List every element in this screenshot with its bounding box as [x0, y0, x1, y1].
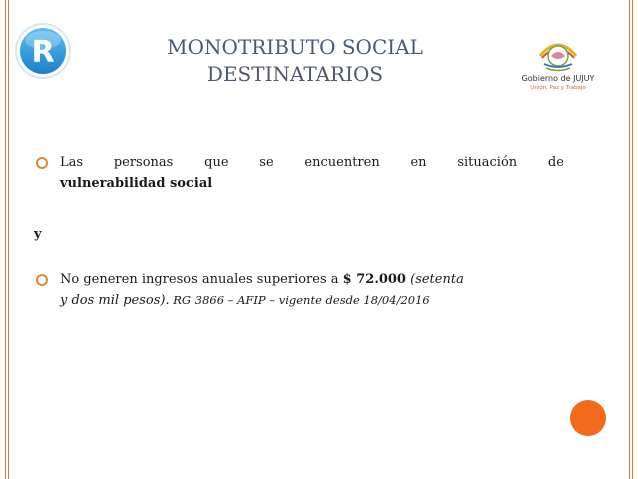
- word: en: [410, 155, 427, 170]
- bullet-item-1: [34, 152, 564, 194]
- title-line-2: DESTINATARIOS: [206, 62, 384, 86]
- frame-line-left-outer: [5, 0, 6, 479]
- bullet-2-amount-words-cont: y dos mil pesos).: [60, 293, 170, 308]
- orange-dot-decoration: [570, 400, 606, 436]
- title-line-1: MONOTRIBUTO SOCIAL: [167, 35, 423, 59]
- bullet-2-reference: RG 3866 – AFIP – vigente desde 18/04/2016: [169, 293, 430, 307]
- gobierno-emblem-icon: [518, 30, 598, 74]
- bullet-2-line-1: [60, 269, 564, 290]
- bullet-item-2: [34, 269, 564, 311]
- r-logo-icon: [14, 22, 72, 80]
- frame-line-left-inner: [8, 0, 9, 479]
- slide-body: [34, 152, 564, 311]
- slide-title: [95, 34, 495, 88]
- gobierno-name: Gobierno de JUJUY: [521, 74, 595, 83]
- bullet-2-text: No generen ingresos anuales superiores a: [60, 272, 343, 287]
- bullet-1-bold-text: vulnerabilidad social: [60, 176, 213, 191]
- word: que: [204, 155, 229, 170]
- word: de: [547, 155, 564, 170]
- gobierno-tagline: Unión, Paz y Trabajo: [530, 85, 586, 91]
- bullet-1-line-1: [60, 152, 564, 173]
- word: encuentren: [304, 155, 380, 170]
- bullet-2-amount-words: (setenta: [405, 272, 464, 287]
- bullet-2-line-2: [60, 290, 564, 311]
- gobierno-jujuy-logo: [518, 30, 598, 98]
- frame-line-right-outer: [632, 0, 633, 479]
- word: se: [259, 155, 274, 170]
- bullet-circle-icon: [36, 274, 48, 286]
- word: Las: [60, 155, 84, 170]
- svg-text:R: R: [31, 35, 55, 70]
- frame-line-right-inner: [629, 0, 630, 479]
- bullet-2-amount: $ 72.000: [342, 272, 406, 287]
- word: personas: [113, 155, 174, 170]
- connector-text: y: [34, 227, 42, 242]
- bullet-circle-icon: [36, 157, 48, 169]
- word: situación: [457, 155, 518, 170]
